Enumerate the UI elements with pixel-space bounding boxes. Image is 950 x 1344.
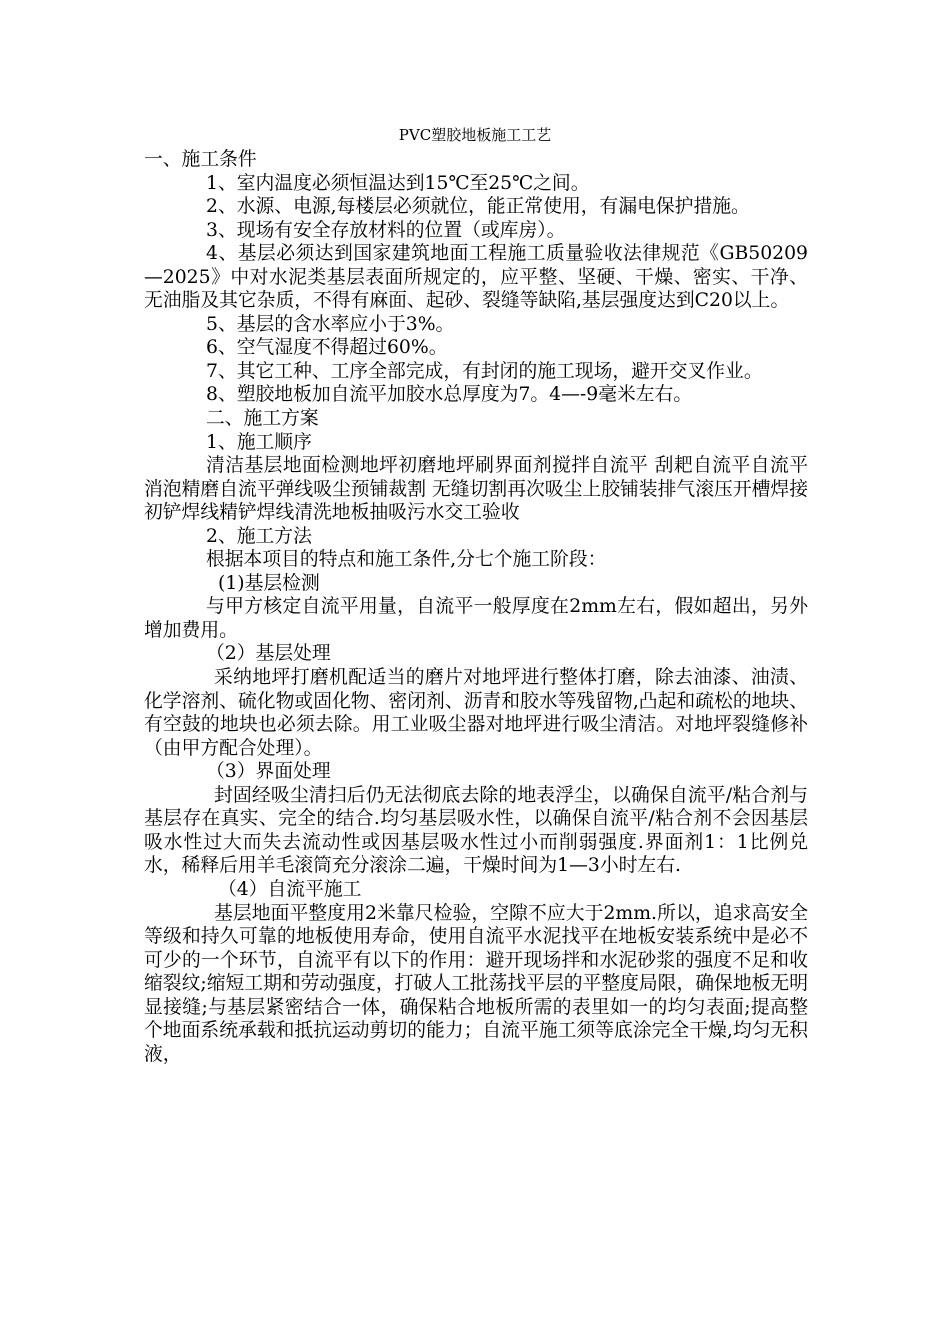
paragraph: 2、施工方法 xyxy=(206,525,312,547)
paragraph: （4）自流平施工 xyxy=(218,878,362,900)
paragraph: 4、基层必须达到国家建筑地面工程施工质量验收法律规范《GB50209—2025》中对水泥类基层表面所规定的，应平整、坚硬、干燥、密实、干净、无油脂及其它杂质，不得有麻面、起砂、裂缝等缺陷,基层强度达到C20以上。 xyxy=(144,243,808,312)
document-body xyxy=(144,148,808,1066)
paragraph: 6、空气湿度不得超过60%。 xyxy=(206,337,448,359)
paragraph: 3、现场有安全存放材料的位置（或库房）。 xyxy=(206,219,566,241)
paragraph: 1、室内温度必须恒温达到15℃至25℃之间。 xyxy=(206,172,590,194)
paragraph: 1、施工顺序 xyxy=(206,431,312,453)
paragraph: 清洁基层地面检测地坪初磨地坪刷界面剂搅拌自流平 刮耙自流平自流平消泡精磨自流平弹线吸尘预铺裁割 无缝切割再次吸尘上胶铺装排气滚压开槽焊接 初铲焊线精铲焊线清洗地板抽吸污水交工验收 xyxy=(144,455,808,524)
paragraph: 2、水源、电源,每楼层必须就位，能正常使用，有漏电保护措施。 xyxy=(206,196,750,218)
section-heading: 一、施工条件 xyxy=(144,149,257,170)
paragraph: （3）界面处理 xyxy=(206,761,331,783)
paragraph: 7、其它工种、工序全部完成，有封闭的施工现场，避开交叉作业。 xyxy=(206,360,763,382)
paragraph: 基层地面平整度用2米靠尺检验，空隙不应大于2mm.所以，追求高安全等级和持久可靠的地板使用寿命，使用自流平水泥找平在地板安装系统中是必不可少的一个环节，自流平有以下的作用：避开现场拌和水泥砂浆的强度不足和收缩裂纹;缩短工期和劳动强度，打破人工批荡找平层的平整度局限，确保地板无明显接缝;与基层紧密结合一体，确保粘合地板所需的表里如一的均匀表面;提高整个地面系统承载和抵抗运动剪切的能力；自流平施工须等底涂完全干燥,均匀无积液， xyxy=(144,902,808,1065)
paragraph: 封固经吸尘清扫后仍无法彻底去除的地表浮尘，以确保自流平/粘合剂与基层存在真实、完全的结合.均匀基层吸水性，以确保自流平/粘合剂不会因基层吸水性过大而失去流动性或因基层吸水性过小而削弱强度.界面剂1：1比例兑水，稀释后用羊毛滚筒充分滚涂二遍，干燥时间为1—3小时左右. xyxy=(144,784,808,877)
paragraph: 根据本项目的特点和施工条件,分七个施工阶段： xyxy=(206,549,607,571)
paragraph: （2）基层处理 xyxy=(206,643,331,665)
paragraph: 5、基层的含水率应小于3%。 xyxy=(206,313,455,335)
paragraph: 二、施工方案 xyxy=(206,408,319,430)
paragraph: 采纳地坪打磨机配适当的磨片对地坪进行整体打磨，除去油漆、油渍、化学溶剂、硫化物或固化物、密闭剂、沥青和胶水等残留物,凸起和疏松的地块、有空鼓的地块也必须去除。用工业吸尘器对地坪进行吸尘清洁。对地坪裂缝修补（由甲方配合处理）。 xyxy=(144,667,808,759)
document-title: PVC塑胶地板施工工艺 xyxy=(398,126,552,144)
paragraph: (1)基层检测 xyxy=(218,572,320,594)
paragraph: 8、塑胶地板加自流平加胶水总厚度为7。4—-9毫米左右。 xyxy=(206,384,693,406)
paragraph: 与甲方核定自流平用量，自流平一般厚度在2mm左右，假如超出，另外增加费用。 xyxy=(144,596,808,641)
